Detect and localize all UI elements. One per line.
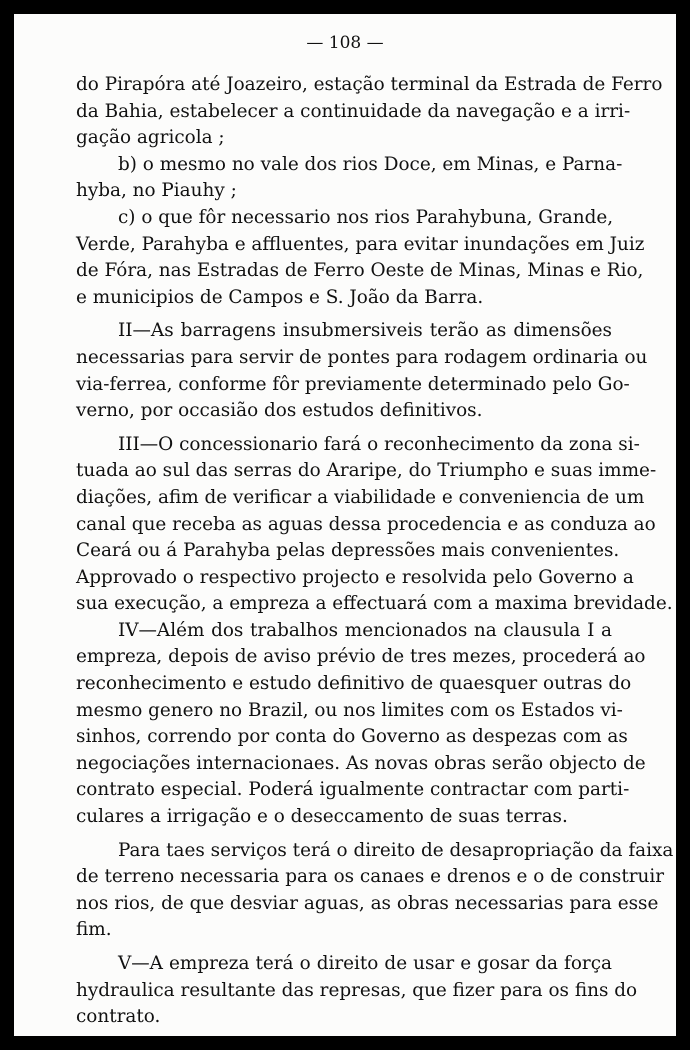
text-line: tuada ao sul das serras do Araripe, do Triumpho e suas imme-	[76, 460, 657, 482]
body-text	[76, 72, 674, 1031]
text-line: gação agricola ;	[76, 127, 225, 149]
text-line: Verde, Parahyba e affluentes, para evitar inundações em Juiz	[76, 233, 645, 255]
text-line: III—O concessionario fará o reconhecimento da zona si-	[118, 433, 640, 455]
text-line: necessarias para servir de pontes para rodagem ordinaria ou	[76, 346, 648, 368]
text-line: contrato especial. Poderá igualmente contractar com parti-	[76, 779, 630, 801]
text-line: Ceará ou á Parahyba pelas depressões mais convenientes.	[76, 540, 620, 562]
text-line: II—As barragens insubmersiveis terão as dimensões	[118, 320, 612, 342]
text-line: mesmo genero no Brazil, ou nos limites com os Estados vi-	[76, 699, 623, 721]
text-line: Para taes serviços terá o direito de desapropriação da faixa	[118, 839, 674, 861]
text-line: nos rios, de que desviar aguas, as obras necessarias para esse	[76, 892, 659, 914]
text-line: b) o mesmo no vale dos rios Doce, em Minas, e Parna-	[118, 153, 623, 175]
page-number: — 108 —	[306, 33, 384, 53]
text-line: e municipios de Campos e S. João da Barra.	[76, 286, 484, 308]
text-line: da Bahia, estabelecer a continuidade da navegação e a irri-	[76, 100, 631, 122]
text-line: hydraulica resultante das represas, que fizer para os fins do	[76, 979, 638, 1001]
text-line: sinhos, correndo por conta do Governo as despezas com as	[76, 726, 628, 748]
text-line: de terreno necessaria para os canaes e drenos e o de construir	[76, 866, 665, 888]
text-line: do Pirapóra até Joazeiro, estação terminal da Estrada de Ferro	[76, 74, 663, 95]
text-line: negociações internacionaes. As novas obras serão objecto de	[76, 752, 646, 774]
text-line: sua execução, a empreza a effectuará com a maxima brevidade.	[76, 593, 673, 615]
text-line: reconhecimento e estudo definitivo de quaesquer outras do	[76, 673, 632, 695]
text-line: V—A empreza terá o direito de usar e gosar da força	[118, 953, 612, 974]
text-line: canal que receba as aguas dessa procedencia e as conduza ao	[76, 513, 656, 535]
text-line: hyba, no Piauhy ;	[76, 180, 237, 202]
text-line: fim.	[76, 919, 112, 941]
text-line: diações, afim de verificar a viabilidade e conveniencia de um	[76, 486, 645, 508]
text-line: verno, por occasião dos estudos definitivos.	[76, 400, 483, 422]
text-line: IV—Além dos trabalhos mencionados na clausula I a	[118, 619, 612, 641]
text-line: de Fóra, nas Estradas de Ferro Oeste de Minas, Minas e Rio,	[76, 260, 644, 282]
text-line: Approvado o respectivo projecto e resolvida pelo Governo a	[76, 566, 634, 588]
text-line: c) o que fôr necessario nos rios Parahybuna, Grande,	[118, 206, 614, 228]
text-line: culares a irrigação e o deseccamento de suas terras.	[76, 806, 568, 828]
document-page	[14, 14, 676, 1036]
text-line: empreza, depois de aviso prévio de tres mezes, procederá ao	[76, 646, 646, 668]
text-line: via-ferrea, conforme fôr previamente determinado pelo Go-	[76, 373, 630, 395]
text-line: contrato.	[76, 1006, 161, 1028]
